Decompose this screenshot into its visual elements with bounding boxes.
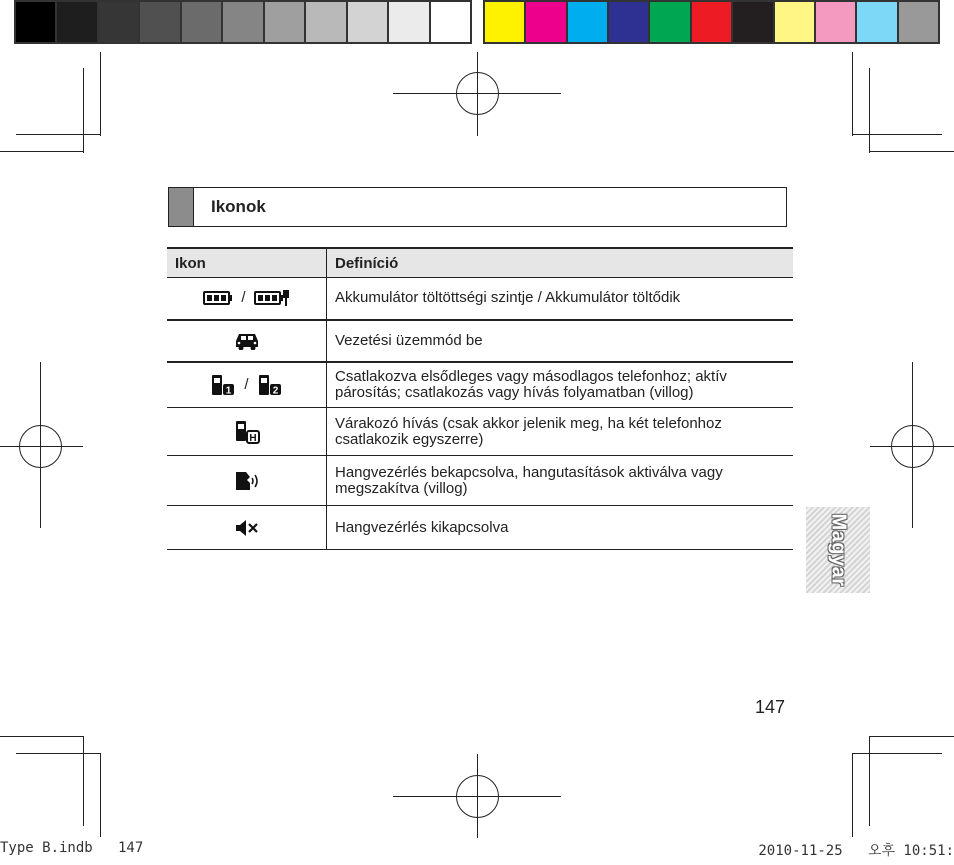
icon-cell — [167, 506, 327, 550]
table-row — [167, 506, 793, 550]
color-swatch — [306, 2, 347, 42]
color-swatch — [485, 2, 526, 42]
color-bar — [483, 0, 940, 44]
table-row — [167, 456, 793, 506]
color-swatch — [775, 2, 816, 42]
header-definition: Definíció — [327, 248, 794, 278]
svg-text:H: H — [248, 432, 257, 444]
color-swatch — [692, 2, 733, 42]
color-swatch — [609, 2, 650, 42]
section-title: Ikonok — [211, 197, 266, 216]
slash-separator: / — [244, 375, 249, 393]
color-swatch — [526, 2, 567, 42]
voice-control-icon — [233, 470, 261, 492]
slash-separator: / — [241, 289, 246, 307]
battery-level-icon — [203, 290, 233, 306]
color-swatch — [182, 2, 223, 42]
icon-cell — [167, 362, 327, 408]
header-icon: Ikon — [167, 248, 327, 278]
icon-table — [167, 247, 793, 550]
car-icon — [234, 332, 260, 350]
battery-charging-icon — [254, 289, 290, 307]
table-row — [167, 362, 793, 408]
phone-2-icon — [257, 373, 283, 397]
color-swatch — [57, 2, 98, 42]
heading-marker — [169, 188, 194, 226]
icon-cell — [167, 408, 327, 456]
color-swatch — [431, 2, 470, 42]
table-row — [167, 320, 793, 362]
color-swatch — [265, 2, 306, 42]
color-swatch — [99, 2, 140, 42]
definition-cell: Hangvezérlés bekapcsolva, hangutasítások aktiválva vagy megszakítva (villog) — [327, 456, 794, 506]
icon-cell — [167, 456, 327, 506]
voice-off-icon — [234, 519, 260, 537]
color-swatch — [223, 2, 264, 42]
definition-cell: Hangvezérlés kikapcsolva — [327, 506, 794, 550]
definition-cell: Várakozó hívás (csak akkor jelenik meg, ha két telefonhoz csatlakozik egyszerre) — [327, 408, 794, 456]
definition-cell: Akkumulátor töltöttségi szintje / Akkumulátor töltődik — [327, 278, 794, 320]
svg-text:2: 2 — [272, 385, 279, 397]
page-number: 147 — [755, 697, 786, 717]
color-swatch — [733, 2, 774, 42]
icon-cell — [167, 320, 327, 362]
definition-cell: Vezetési üzemmód be — [327, 320, 794, 362]
language-tab — [806, 507, 870, 593]
definition-cell: Csatlakozva elsődleges vagy másodlagos telefonhoz; aktív párosítás; csatlakozás vagy hívás folyamatban (villog) — [327, 362, 794, 408]
section-heading — [168, 187, 787, 227]
color-swatch — [16, 2, 57, 42]
color-swatch — [389, 2, 430, 42]
table-header-row — [167, 248, 793, 278]
table-row — [167, 408, 793, 456]
phone-hold-icon — [233, 419, 261, 445]
color-swatch — [348, 2, 389, 42]
footer-timestamp: 2010-11-25 오후 10:51: — [758, 843, 954, 859]
svg-text:1: 1 — [225, 385, 232, 397]
color-swatch — [857, 2, 898, 42]
table-row — [167, 278, 793, 320]
color-swatch — [899, 2, 938, 42]
color-swatch — [816, 2, 857, 42]
language-tab-label: Magyar — [827, 513, 850, 587]
color-swatch — [568, 2, 609, 42]
color-swatch — [140, 2, 181, 42]
footer-file-info: Type B.indb 147 — [0, 840, 144, 856]
icon-cell — [167, 278, 327, 320]
grayscale-bar — [14, 0, 472, 44]
color-swatch — [650, 2, 691, 42]
phone-1-icon — [210, 373, 236, 397]
